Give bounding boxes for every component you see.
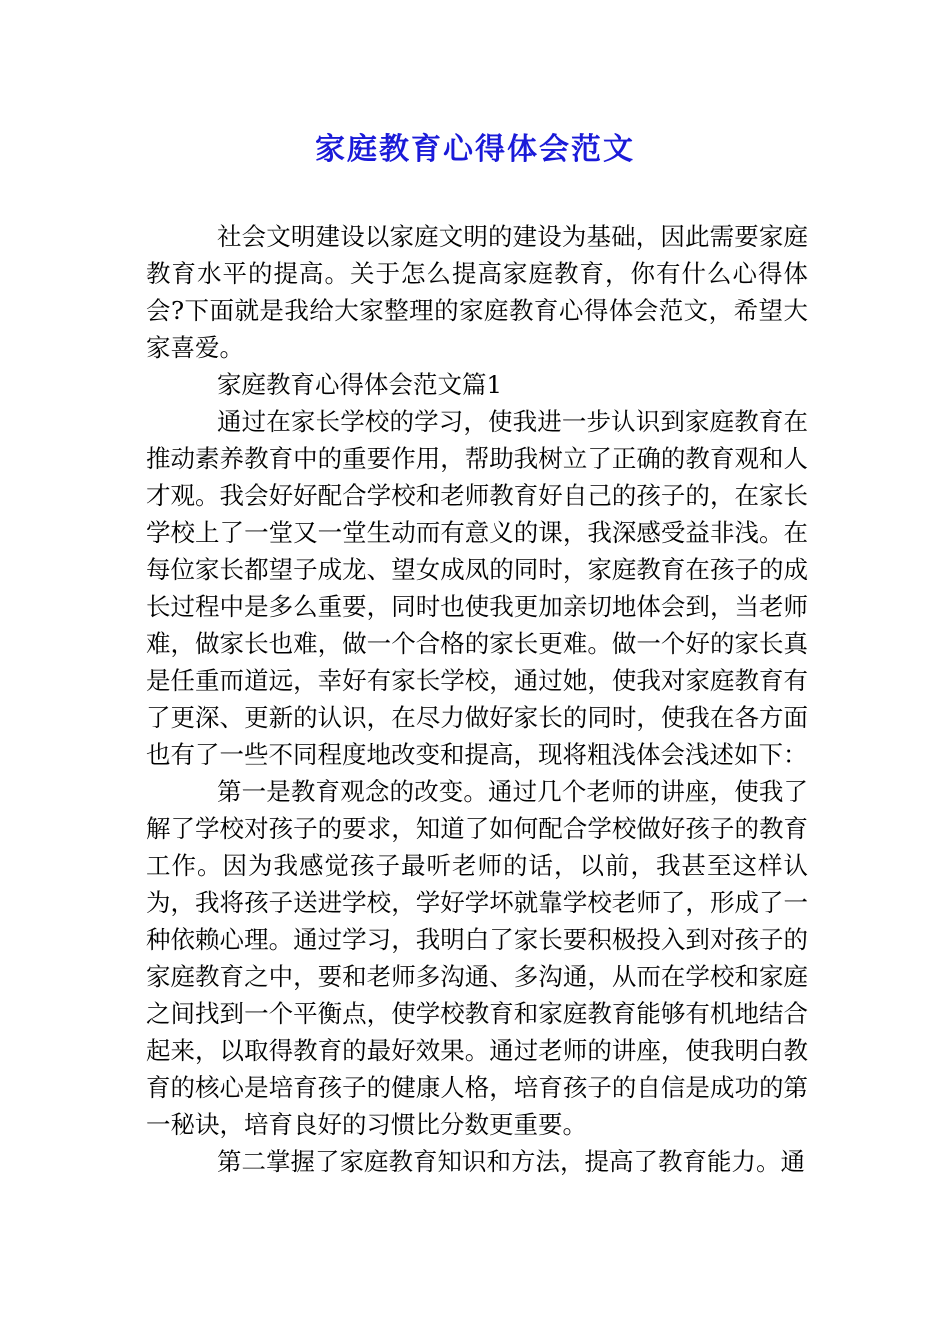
body-paragraph-3: 第二掌握了家庭教育知识和方法，提高了教育能力。通 [217, 1147, 806, 1176]
section-heading: 家庭教育心得体会范文篇1 [217, 370, 503, 399]
document-title: 家庭教育心得体会范文 [315, 132, 635, 167]
body-paragraph-2: 第一是教育观念的改变。通过几个老师的讲座，使我了解了学校对孩子的要求，知道了如何配合学校做好孩子的教育工作。因为我感觉孩子最听老师的话，以前，我甚至这样认为，我将孩子送进学校，学好学坏就靠学校老师了，形成了一种依赖心理。通过学习，我明白了家长要积极投入到对孩子的家庭教育之中，要和老师多沟通、多沟通，从而在学校和家庭之间找到一个平衡点，使学校教育和家庭教育能够有机地结合起来，以取得教育的最好效果。通过老师的讲座，使我明白教育的核心是培育孩子的健康人格，培育孩子的自信是成功的第一秘诀，培育良好的习惯比分数更重要。 [146, 777, 808, 1139]
intro-paragraph: 社会文明建设以家庭文明的建设为基础，因此需要家庭教育水平的提高。关于怎么提高家庭教育，你有什么心得体会?下面就是我给大家整理的家庭教育心得体会范文，希望大家喜爱。 [146, 222, 808, 362]
body-paragraph-1: 通过在家长学校的学习，使我进一步认识到家庭教育在推动素养教育中的重要作用，帮助我树立了正确的教育观和人才观。我会好好配合学校和老师教育好自己的孩子的，在家长学校上了一堂又一堂生动而有意义的课，我深感受益非浅。在每位家长都望子成龙、望女成凤的同时，家庭教育在孩子的成长过程中是多么重要，同时也使我更加亲切地体会到，当老师难，做家长也难，做一个合格的家长更难。做一个好的家长真是任重而道远，幸好有家长学校，通过她，使我对家庭教育有了更深、更新的认识，在尽力做好家长的同时，使我在各方面也有了一些不同程度地改变和提高，现将粗浅体会浅述如下： [146, 407, 808, 769]
document-body [146, 218, 808, 1180]
